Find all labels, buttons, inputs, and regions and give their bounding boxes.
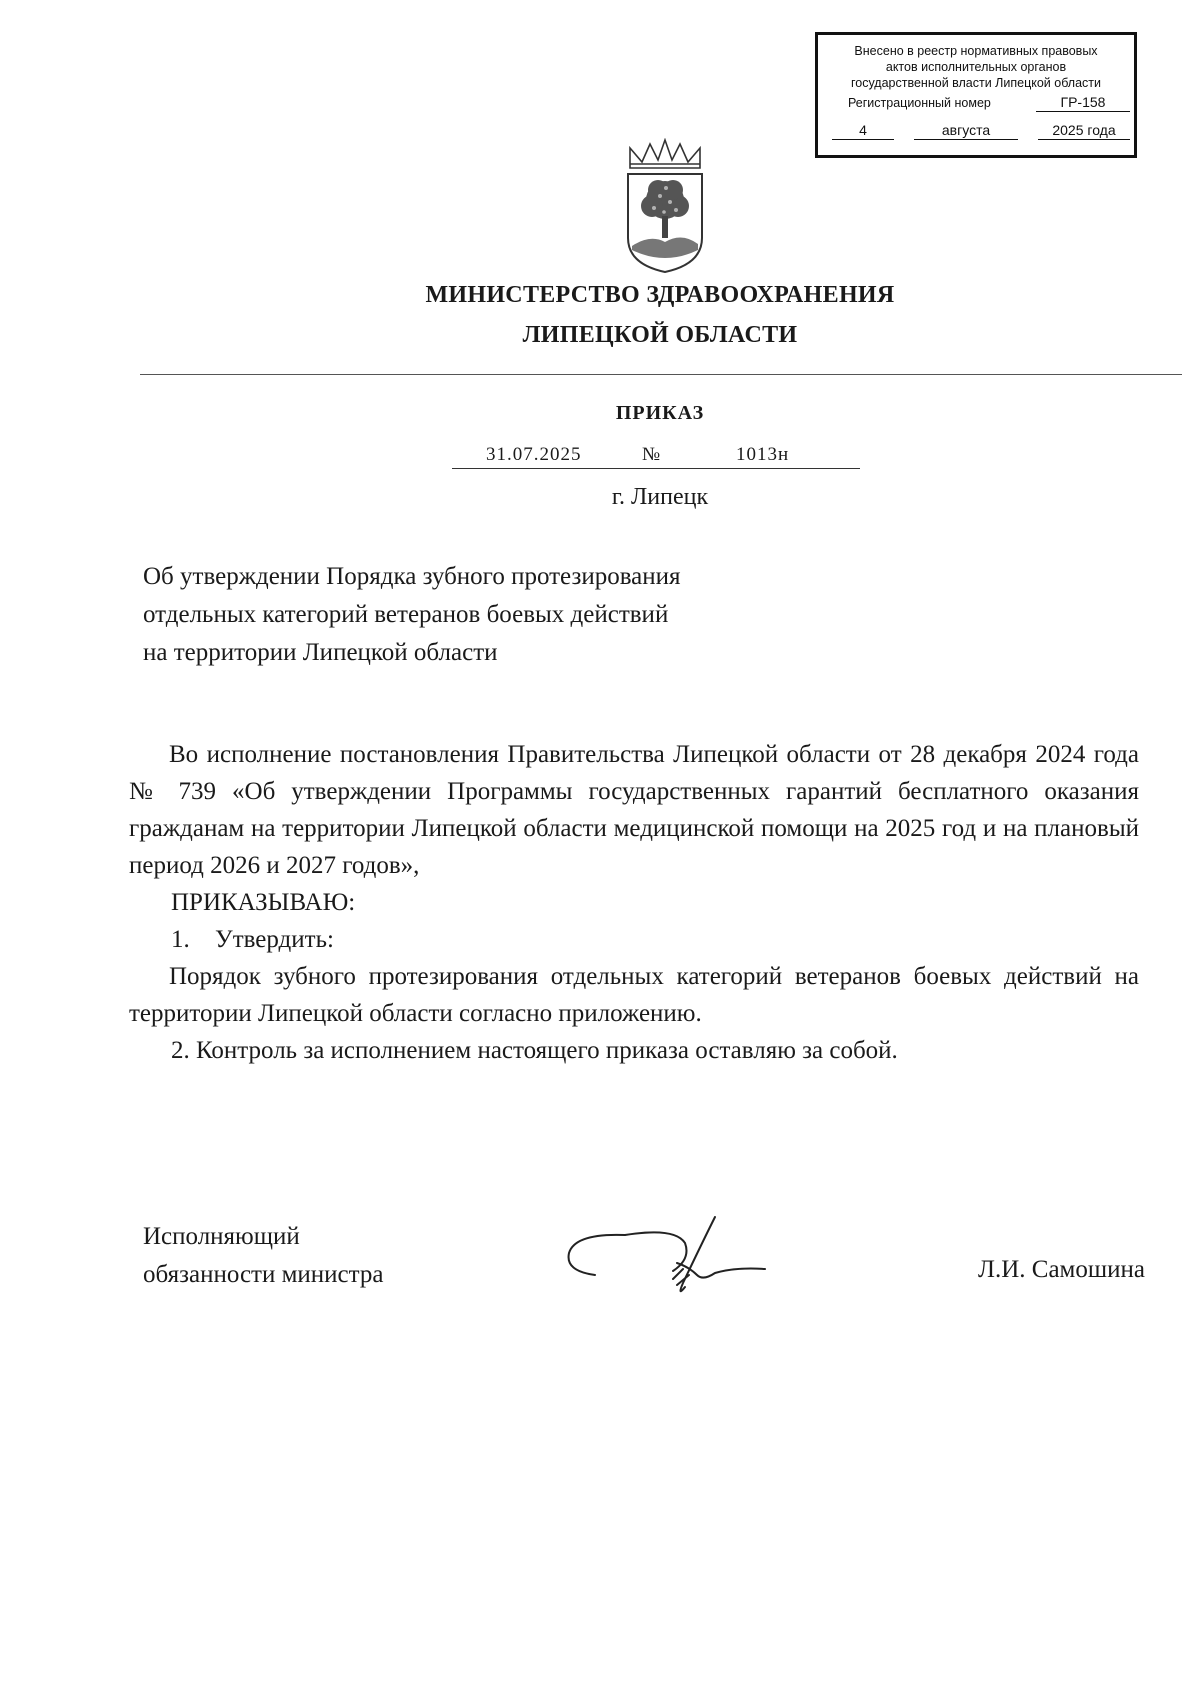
subject-line-3: на территории Липецкой области xyxy=(143,639,498,666)
order-date: 31.07.2025 xyxy=(486,444,582,465)
registry-stamp xyxy=(815,32,1137,158)
subject-line-1: Об утверждении Порядка зубного протезирования xyxy=(143,563,681,590)
order-number-label: № xyxy=(642,444,661,465)
handwritten-signature xyxy=(565,1205,805,1305)
order-date-number-line xyxy=(452,444,860,469)
ministry-name-line-2: ЛИПЕЦКОЙ ОБЛАСТИ xyxy=(522,322,798,348)
stamp-year: 2025 года xyxy=(1038,121,1130,140)
order-directive: ПРИКАЗЫВАЮ: xyxy=(171,889,356,916)
stamp-line-2: актов исполнительных органов xyxy=(885,60,1067,74)
signer-title-line-1: Исполняющий xyxy=(143,1223,300,1250)
signer-title xyxy=(143,1218,383,1294)
item-1-text: Утвердить: xyxy=(215,926,334,953)
stamp-registration-label: Регистрационный номер xyxy=(848,96,991,110)
ministry-name-line-1: МИНИСТЕРСТВО ЗДРАВООХРАНЕНИЯ xyxy=(425,282,895,308)
stamp-registration-number: ГР-158 xyxy=(1036,93,1130,112)
signer-name: Л.И. Самошина xyxy=(978,1256,1145,1283)
stamp-day: 4 xyxy=(832,121,894,140)
item-1 xyxy=(129,921,1139,958)
document-type-title: ПРИКАЗ xyxy=(615,402,705,424)
stamp-month: августа xyxy=(914,121,1018,140)
stamp-line-1: Внесено в реестр нормативных правовых xyxy=(854,44,1098,58)
order-body xyxy=(129,736,1139,1069)
signer-title-line-2: обязанности министра xyxy=(143,1261,384,1288)
coat-of-arms-icon xyxy=(620,138,710,276)
subject-line-2: отдельных категорий ветеранов боевых действий xyxy=(143,601,669,628)
order-number: 1013н xyxy=(736,444,790,465)
item-2: 2. Контроль за исполнением настоящего приказа оставляю за собой. xyxy=(171,1037,898,1064)
item-1-number: 1. xyxy=(171,926,190,953)
preamble-paragraph: Во исполнение постановления Правительства Липецкой области от 28 декабря 2024 года № 739 «Об утверждении Программы государственных гарантий бесплатного оказания гражданам на территории Липецкой области медицинской помощи на 2025 год и на плановый период 2026 и 2027 годов», xyxy=(129,741,1139,879)
stamp-line-3: государственной власти Липецкой области xyxy=(850,76,1102,90)
item-1-detail: Порядок зубного протезирования отдельных категорий ветеранов боевых действий на территории Липецкой области согласно приложению. xyxy=(129,963,1139,1027)
header-divider xyxy=(140,374,1182,375)
order-subject xyxy=(143,558,681,672)
city: г. Липецк xyxy=(611,484,709,510)
